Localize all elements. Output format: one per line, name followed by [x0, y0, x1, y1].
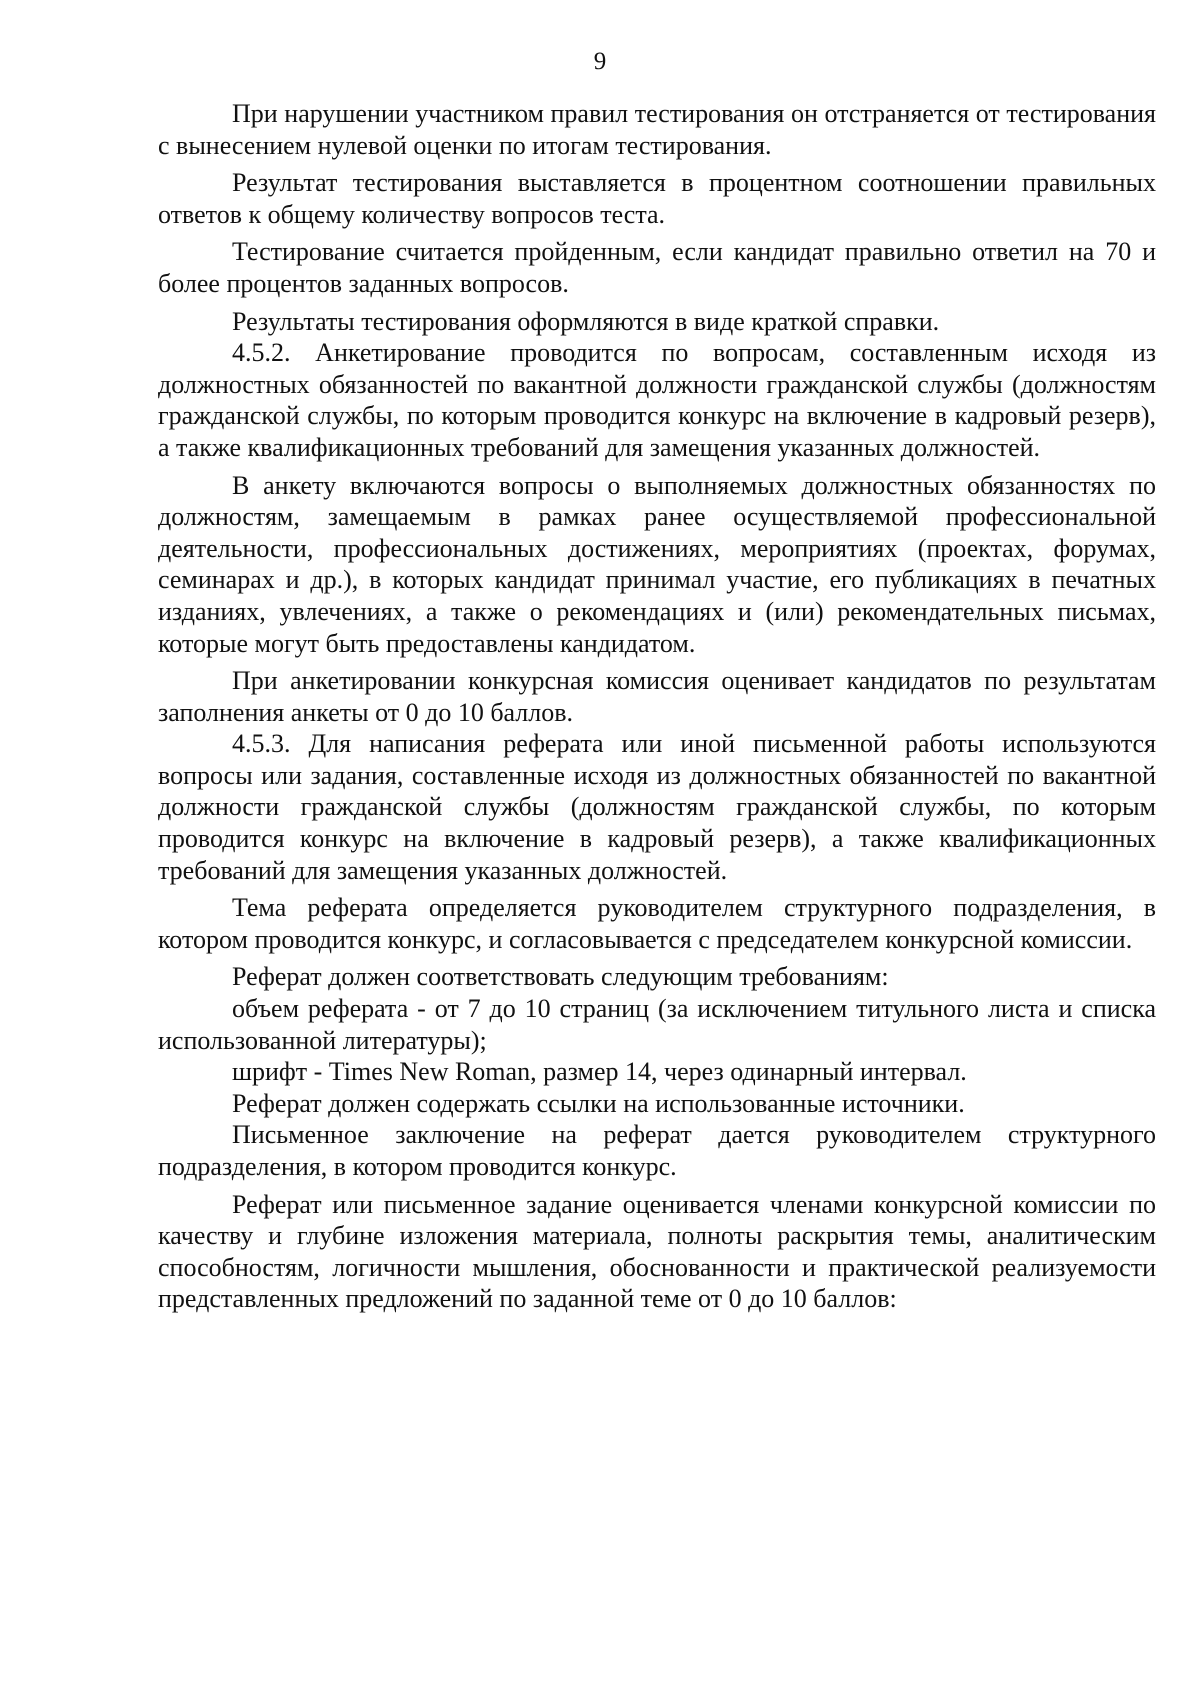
paragraph-essay: 4.5.3. Для написания реферата или иной письменной работы используются вопросы или задания, составленные исходя из должностных обязанностей по вакантной должности гражданской службы (должностям гражданской службы, по которым проводится конкурс на включение в кадровый резерв), а также квалификационных требований для замещения указанных должностей.: [158, 729, 1156, 885]
paragraph-test-result: Результат тестирования выставляется в процентном соотношении правильных ответов к общему количеству вопросов теста.: [158, 168, 1156, 229]
paragraph-essay-font: шрифт - Times New Roman, размер 14, через одинарный интервал.: [232, 1057, 967, 1087]
paragraph-test-report: Результаты тестирования оформляются в виде краткой справки.: [232, 306, 940, 336]
paragraph-essay-requirements: Реферат должен соответствовать следующим требованиям:: [232, 962, 889, 992]
paragraph-essay-evaluation: Реферат или письменное задание оценивается членами конкурсной комиссии по качеству и глубине изложения материала, полноты раскрытия темы, аналитическим способностям, логичности мышления, обоснованности и практической реализуемости представленных предложений по заданной теме от 0 до 10 баллов:: [158, 1189, 1156, 1314]
paragraph-test-violation: При нарушении участником правил тестирования он отстраняется от тестирования с вынесением нулевой оценки по итогам тестирования.: [158, 99, 1156, 160]
paragraph-essay-volume: объем реферата - от 7 до 10 страниц (за исключением титульного листа и списка использованной литературы);: [158, 994, 1156, 1055]
document-body: [158, 98, 1156, 1315]
paragraph-essay-topic: Тема реферата определяется руководителем структурного подразделения, в котором проводится конкурс, и согласовывается с председателем конкурсной комиссии.: [158, 893, 1156, 954]
paragraph-questionnaire-content: В анкету включаются вопросы о выполняемых должностных обязанностях по должностям, замещаемым в рамках ранее осуществляемой профессиональной деятельности, профессиональных достижениях, мероприятиях (проектах, форумах, семинарах и др.), в которых кандидат принимал участие, его публикациях в печатных изданиях, увлечениях, а также о рекомендациях и (или) рекомендательных письмах, которые могут быть предоставлены кандидатом.: [158, 470, 1156, 658]
page-number: 9: [593, 48, 607, 75]
paragraph-questionnaire-score: При анкетировании конкурсная комиссия оценивает кандидатов по результатам заполнения анкеты от 0 до 10 баллов.: [158, 666, 1156, 727]
paragraph-test-passed: Тестирование считается пройденным, если кандидат правильно ответил на 70 и более процентов заданных вопросов.: [158, 237, 1156, 298]
paragraph-essay-references: Реферат должен содержать ссылки на использованные источники.: [232, 1088, 965, 1118]
paragraph-essay-review: Письменное заключение на реферат дается руководителем структурного подразделения, в котором проводится конкурс.: [158, 1120, 1156, 1181]
paragraph-questionnaire: 4.5.2. Анкетирование проводится по вопросам, составленным исходя из должностных обязанностей по вакантной должности гражданской службы (должностям гражданской службы, по которым проводится конкурс на включение в кадровый резерв), а также квалификационных требований для замещения указанных должностей.: [158, 338, 1156, 462]
